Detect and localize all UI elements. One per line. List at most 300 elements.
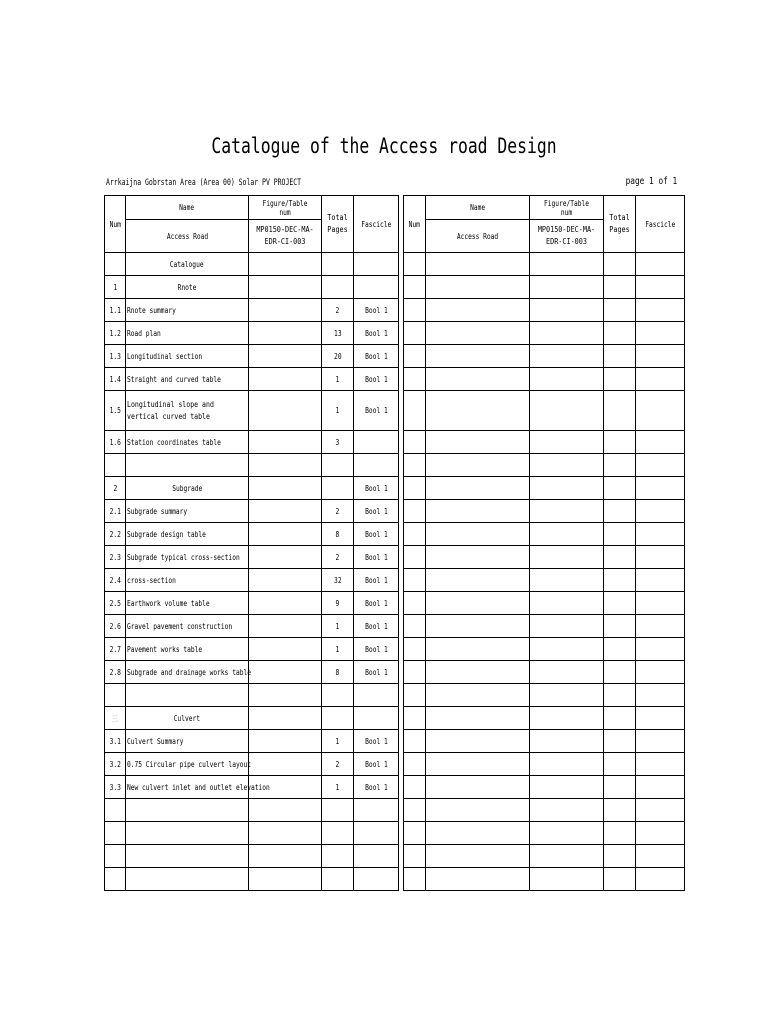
row-figure — [249, 592, 322, 615]
empty-cell — [530, 707, 604, 730]
empty-cell — [404, 707, 426, 730]
row-figure — [249, 845, 322, 868]
row-num: 2.3 — [105, 546, 126, 569]
row-num: 1.1 — [105, 299, 126, 322]
empty-cell — [404, 638, 426, 661]
empty-cell — [404, 368, 426, 391]
table-row-empty — [404, 684, 685, 707]
row-name: Subgrade — [126, 477, 249, 500]
empty-cell — [530, 523, 604, 546]
empty-cell — [530, 799, 604, 822]
row-fascicle: Bool 1 — [354, 523, 399, 546]
row-num: 1.4 — [105, 368, 126, 391]
row-figure — [249, 276, 322, 299]
table-row-empty — [404, 454, 685, 477]
row-fascicle: Bool 1 — [354, 391, 399, 431]
empty-cell — [530, 822, 604, 845]
table-row-empty — [404, 638, 685, 661]
empty-cell — [404, 822, 426, 845]
empty-cell — [604, 753, 636, 776]
table-row — [105, 276, 399, 299]
table-row — [105, 615, 399, 638]
empty-cell — [530, 546, 604, 569]
table-row — [105, 822, 399, 845]
table-row-empty — [404, 753, 685, 776]
row-name: Longitudinal section — [126, 345, 249, 368]
row-figure — [249, 500, 322, 523]
empty-cell — [604, 569, 636, 592]
empty-cell — [636, 569, 685, 592]
empty-cell — [426, 276, 530, 299]
empty-cell — [636, 322, 685, 345]
row-fascicle — [354, 431, 399, 454]
empty-cell — [426, 776, 530, 799]
table-row-empty — [404, 523, 685, 546]
header-total-pages: Total Pages — [604, 196, 636, 253]
header-project-name: Access Road — [426, 220, 530, 253]
empty-cell — [426, 253, 530, 276]
table-row-empty — [404, 253, 685, 276]
row-num — [105, 822, 126, 845]
empty-cell — [426, 638, 530, 661]
empty-cell — [530, 500, 604, 523]
table-row — [105, 845, 399, 868]
empty-cell — [404, 391, 426, 431]
row-total-pages: 9 — [322, 592, 354, 615]
empty-cell — [604, 523, 636, 546]
header-doc-code: MP0150-DEC-MA-EDR-CI-003 — [530, 220, 604, 253]
page-title: Catalogue of the Access road Design — [211, 134, 557, 158]
row-num: 3.3 — [105, 776, 126, 799]
table-row-empty — [404, 276, 685, 299]
empty-cell — [604, 661, 636, 684]
empty-cell — [404, 345, 426, 368]
row-total-pages: 2 — [322, 299, 354, 322]
row-figure — [249, 477, 322, 500]
row-figure — [249, 707, 322, 730]
empty-cell — [404, 684, 426, 707]
row-total-pages — [322, 253, 354, 276]
header-figure: Figure/Table num — [530, 196, 604, 220]
row-name: Longitudinal slope and vertical curved table — [126, 391, 249, 431]
row-total-pages: 1 — [322, 368, 354, 391]
row-figure — [249, 661, 322, 684]
table-row — [105, 345, 399, 368]
empty-cell — [426, 569, 530, 592]
header-num: Num — [404, 196, 426, 253]
empty-cell — [426, 299, 530, 322]
empty-cell — [426, 431, 530, 454]
empty-cell — [530, 391, 604, 431]
table-row — [105, 638, 399, 661]
empty-cell — [404, 730, 426, 753]
row-fascicle — [354, 276, 399, 299]
empty-cell — [636, 592, 685, 615]
row-num — [105, 868, 126, 891]
row-name: Gravel pavement construction — [126, 615, 249, 638]
empty-cell — [636, 546, 685, 569]
table-row — [105, 730, 399, 753]
empty-cell — [530, 276, 604, 299]
table-row — [105, 523, 399, 546]
row-figure — [249, 615, 322, 638]
row-num: 2.7 — [105, 638, 126, 661]
row-num: 2.8 — [105, 661, 126, 684]
row-figure — [249, 546, 322, 569]
row-num: 2.2 — [105, 523, 126, 546]
row-figure — [249, 868, 322, 891]
empty-cell — [404, 615, 426, 638]
row-num — [105, 253, 126, 276]
empty-cell — [404, 753, 426, 776]
empty-cell — [404, 276, 426, 299]
row-num: 2.5 — [105, 592, 126, 615]
empty-cell — [404, 454, 426, 477]
row-name: Subgrade design table — [126, 523, 249, 546]
empty-cell — [636, 276, 685, 299]
empty-cell — [426, 615, 530, 638]
empty-cell — [636, 845, 685, 868]
empty-cell — [404, 868, 426, 891]
row-total-pages: 8 — [322, 523, 354, 546]
row-fascicle — [354, 822, 399, 845]
row-fascicle — [354, 707, 399, 730]
table-row-empty — [404, 345, 685, 368]
row-figure — [249, 391, 322, 431]
row-figure — [249, 431, 322, 454]
row-name — [126, 684, 249, 707]
table-row — [105, 500, 399, 523]
table-row — [105, 569, 399, 592]
table-row-empty — [404, 500, 685, 523]
row-name — [126, 868, 249, 891]
table-row — [105, 368, 399, 391]
row-total-pages: 2 — [322, 753, 354, 776]
row-fascicle — [354, 799, 399, 822]
row-total-pages: 3 — [322, 431, 354, 454]
row-num: 1.3 — [105, 345, 126, 368]
empty-cell — [404, 477, 426, 500]
empty-cell — [426, 454, 530, 477]
row-figure — [249, 253, 322, 276]
empty-cell — [530, 322, 604, 345]
empty-cell — [426, 391, 530, 431]
empty-cell — [530, 661, 604, 684]
empty-cell — [604, 638, 636, 661]
table-row — [105, 799, 399, 822]
table-row — [105, 299, 399, 322]
empty-cell — [404, 799, 426, 822]
empty-cell — [636, 368, 685, 391]
row-fascicle: Bool 1 — [354, 477, 399, 500]
empty-cell — [636, 454, 685, 477]
table-row-empty — [404, 822, 685, 845]
row-name: New culvert inlet and outlet elevation — [126, 776, 249, 799]
row-fascicle: Bool 1 — [354, 638, 399, 661]
empty-cell — [530, 345, 604, 368]
row-num: 1.6 — [105, 431, 126, 454]
row-total-pages: 2 — [322, 546, 354, 569]
empty-cell — [604, 546, 636, 569]
empty-cell — [604, 615, 636, 638]
empty-cell — [604, 322, 636, 345]
empty-cell — [404, 569, 426, 592]
table-row-empty — [404, 799, 685, 822]
row-total-pages: 2 — [322, 500, 354, 523]
empty-cell — [426, 868, 530, 891]
row-figure — [249, 753, 322, 776]
empty-cell — [636, 500, 685, 523]
empty-cell — [604, 822, 636, 845]
empty-cell — [604, 684, 636, 707]
row-name: Road plan — [126, 322, 249, 345]
empty-cell — [604, 276, 636, 299]
row-fascicle: Bool 1 — [354, 322, 399, 345]
catalogue-table-left — [104, 195, 399, 891]
empty-cell — [636, 523, 685, 546]
row-total-pages — [322, 276, 354, 299]
empty-cell — [426, 592, 530, 615]
row-name — [126, 845, 249, 868]
row-name: Subgrade and drainage works table — [126, 661, 249, 684]
empty-cell — [426, 322, 530, 345]
empty-cell — [604, 799, 636, 822]
header-total-pages: Total Pages — [322, 196, 354, 253]
table-row — [105, 454, 399, 477]
row-fascicle: Bool 1 — [354, 753, 399, 776]
row-num: 3.2 — [105, 753, 126, 776]
row-num: 2 — [105, 477, 126, 500]
empty-cell — [530, 868, 604, 891]
empty-cell — [426, 500, 530, 523]
empty-cell — [530, 776, 604, 799]
empty-cell — [426, 799, 530, 822]
empty-cell — [530, 253, 604, 276]
table-row-empty — [404, 299, 685, 322]
empty-cell — [604, 845, 636, 868]
row-figure — [249, 299, 322, 322]
row-num: 2.4 — [105, 569, 126, 592]
empty-cell — [404, 322, 426, 345]
empty-cell — [404, 523, 426, 546]
table-row-empty — [404, 615, 685, 638]
empty-cell — [426, 661, 530, 684]
row-num — [105, 684, 126, 707]
table-row-empty — [404, 776, 685, 799]
row-name: Rnote — [126, 276, 249, 299]
row-fascicle — [354, 454, 399, 477]
empty-cell — [404, 253, 426, 276]
empty-cell — [404, 500, 426, 523]
row-fascicle — [354, 684, 399, 707]
table-row — [105, 431, 399, 454]
empty-cell — [604, 730, 636, 753]
empty-cell — [530, 845, 604, 868]
empty-cell — [604, 431, 636, 454]
row-name: 0.75 Circular pipe culvert layout — [126, 753, 249, 776]
row-total-pages — [322, 868, 354, 891]
row-total-pages: 13 — [322, 322, 354, 345]
header-fascicle: Fascicle — [354, 196, 399, 253]
empty-cell — [530, 753, 604, 776]
row-total-pages: 1 — [322, 776, 354, 799]
row-total-pages — [322, 477, 354, 500]
row-name: Culvert Summary — [126, 730, 249, 753]
table-row-empty — [404, 368, 685, 391]
row-fascicle: Bool 1 — [354, 500, 399, 523]
header-doc-code: MP0150-DEC-MA-EDR-CI-003 — [249, 220, 322, 253]
row-num — [105, 799, 126, 822]
empty-cell — [604, 707, 636, 730]
table-row — [105, 477, 399, 500]
table-row-empty — [404, 592, 685, 615]
empty-cell — [636, 684, 685, 707]
row-figure — [249, 730, 322, 753]
row-fascicle: Bool 1 — [354, 661, 399, 684]
row-fascicle: Bool 1 — [354, 615, 399, 638]
empty-cell — [636, 615, 685, 638]
row-num: 2.6 — [105, 615, 126, 638]
row-fascicle: Bool 1 — [354, 299, 399, 322]
empty-cell — [636, 707, 685, 730]
table-row-empty — [404, 730, 685, 753]
row-num — [105, 454, 126, 477]
empty-cell — [426, 707, 530, 730]
empty-cell — [404, 546, 426, 569]
row-total-pages — [322, 454, 354, 477]
row-num: 1.2 — [105, 322, 126, 345]
empty-cell — [426, 684, 530, 707]
row-fascicle — [354, 845, 399, 868]
row-total-pages — [322, 845, 354, 868]
empty-cell — [636, 776, 685, 799]
row-figure — [249, 322, 322, 345]
empty-cell — [426, 546, 530, 569]
table-row — [105, 868, 399, 891]
empty-cell — [426, 845, 530, 868]
catalogue-table-right — [403, 195, 685, 891]
row-name — [126, 454, 249, 477]
row-name: Straight and curved table — [126, 368, 249, 391]
empty-cell — [636, 431, 685, 454]
row-figure — [249, 345, 322, 368]
empty-cell — [636, 477, 685, 500]
row-name — [126, 822, 249, 845]
table-row — [105, 776, 399, 799]
empty-cell — [604, 592, 636, 615]
empty-cell — [604, 477, 636, 500]
empty-cell — [404, 845, 426, 868]
empty-cell — [530, 569, 604, 592]
row-name: Culvert — [126, 707, 249, 730]
row-figure — [249, 638, 322, 661]
row-fascicle: Bool 1 — [354, 368, 399, 391]
empty-cell — [604, 368, 636, 391]
empty-cell — [404, 431, 426, 454]
empty-cell — [636, 661, 685, 684]
row-figure — [249, 454, 322, 477]
header-name: Name — [426, 196, 530, 220]
row-total-pages: 32 — [322, 569, 354, 592]
row-total-pages — [322, 684, 354, 707]
table-row — [105, 707, 399, 730]
row-name: cross-section — [126, 569, 249, 592]
table-row-empty — [404, 431, 685, 454]
row-fascicle: Bool 1 — [354, 730, 399, 753]
table-row-empty — [404, 546, 685, 569]
empty-cell — [426, 345, 530, 368]
table-row-empty — [404, 569, 685, 592]
row-figure — [249, 822, 322, 845]
empty-cell — [426, 822, 530, 845]
row-fascicle: Bool 1 — [354, 592, 399, 615]
row-num: 3.1 — [105, 730, 126, 753]
table-row — [105, 391, 399, 431]
header-project-name: Access Road — [126, 220, 249, 253]
empty-cell — [636, 799, 685, 822]
empty-cell — [530, 299, 604, 322]
table-row — [105, 322, 399, 345]
empty-cell — [530, 730, 604, 753]
empty-cell — [604, 454, 636, 477]
row-name: Rnote summary — [126, 299, 249, 322]
table-row-empty — [404, 477, 685, 500]
empty-cell — [604, 868, 636, 891]
empty-cell — [426, 523, 530, 546]
empty-cell — [530, 684, 604, 707]
empty-cell — [604, 299, 636, 322]
project-subtitle: Arrkaijna Gobrstan Area (Area 00) Solar PV PROJECT — [106, 178, 302, 188]
row-total-pages: 1 — [322, 730, 354, 753]
empty-cell — [404, 299, 426, 322]
empty-cell — [426, 753, 530, 776]
row-fascicle — [354, 253, 399, 276]
table-row — [105, 684, 399, 707]
row-fascicle: Bool 1 — [354, 569, 399, 592]
table-row-empty — [404, 322, 685, 345]
row-total-pages: 1 — [322, 638, 354, 661]
empty-cell — [426, 477, 530, 500]
header-num: Num — [105, 196, 126, 253]
table-row-empty — [404, 707, 685, 730]
empty-cell — [636, 253, 685, 276]
empty-cell — [636, 822, 685, 845]
table-row-empty — [404, 845, 685, 868]
empty-cell — [530, 454, 604, 477]
empty-cell — [636, 638, 685, 661]
empty-cell — [530, 638, 604, 661]
empty-cell — [530, 592, 604, 615]
row-figure — [249, 523, 322, 546]
row-figure — [249, 684, 322, 707]
row-name: Subgrade typical cross-section — [126, 546, 249, 569]
row-name: Pavement works table — [126, 638, 249, 661]
row-num: 1.5 — [105, 391, 126, 431]
row-total-pages — [322, 799, 354, 822]
empty-cell — [604, 391, 636, 431]
table-row — [105, 546, 399, 569]
row-name — [126, 799, 249, 822]
empty-cell — [530, 431, 604, 454]
row-total-pages — [322, 822, 354, 845]
table-row-empty — [404, 868, 685, 891]
row-num: 2.1 — [105, 500, 126, 523]
row-total-pages: 1 — [322, 615, 354, 638]
empty-cell — [404, 661, 426, 684]
empty-cell — [636, 391, 685, 431]
header-name: Name — [126, 196, 249, 220]
table-row-empty — [404, 661, 685, 684]
